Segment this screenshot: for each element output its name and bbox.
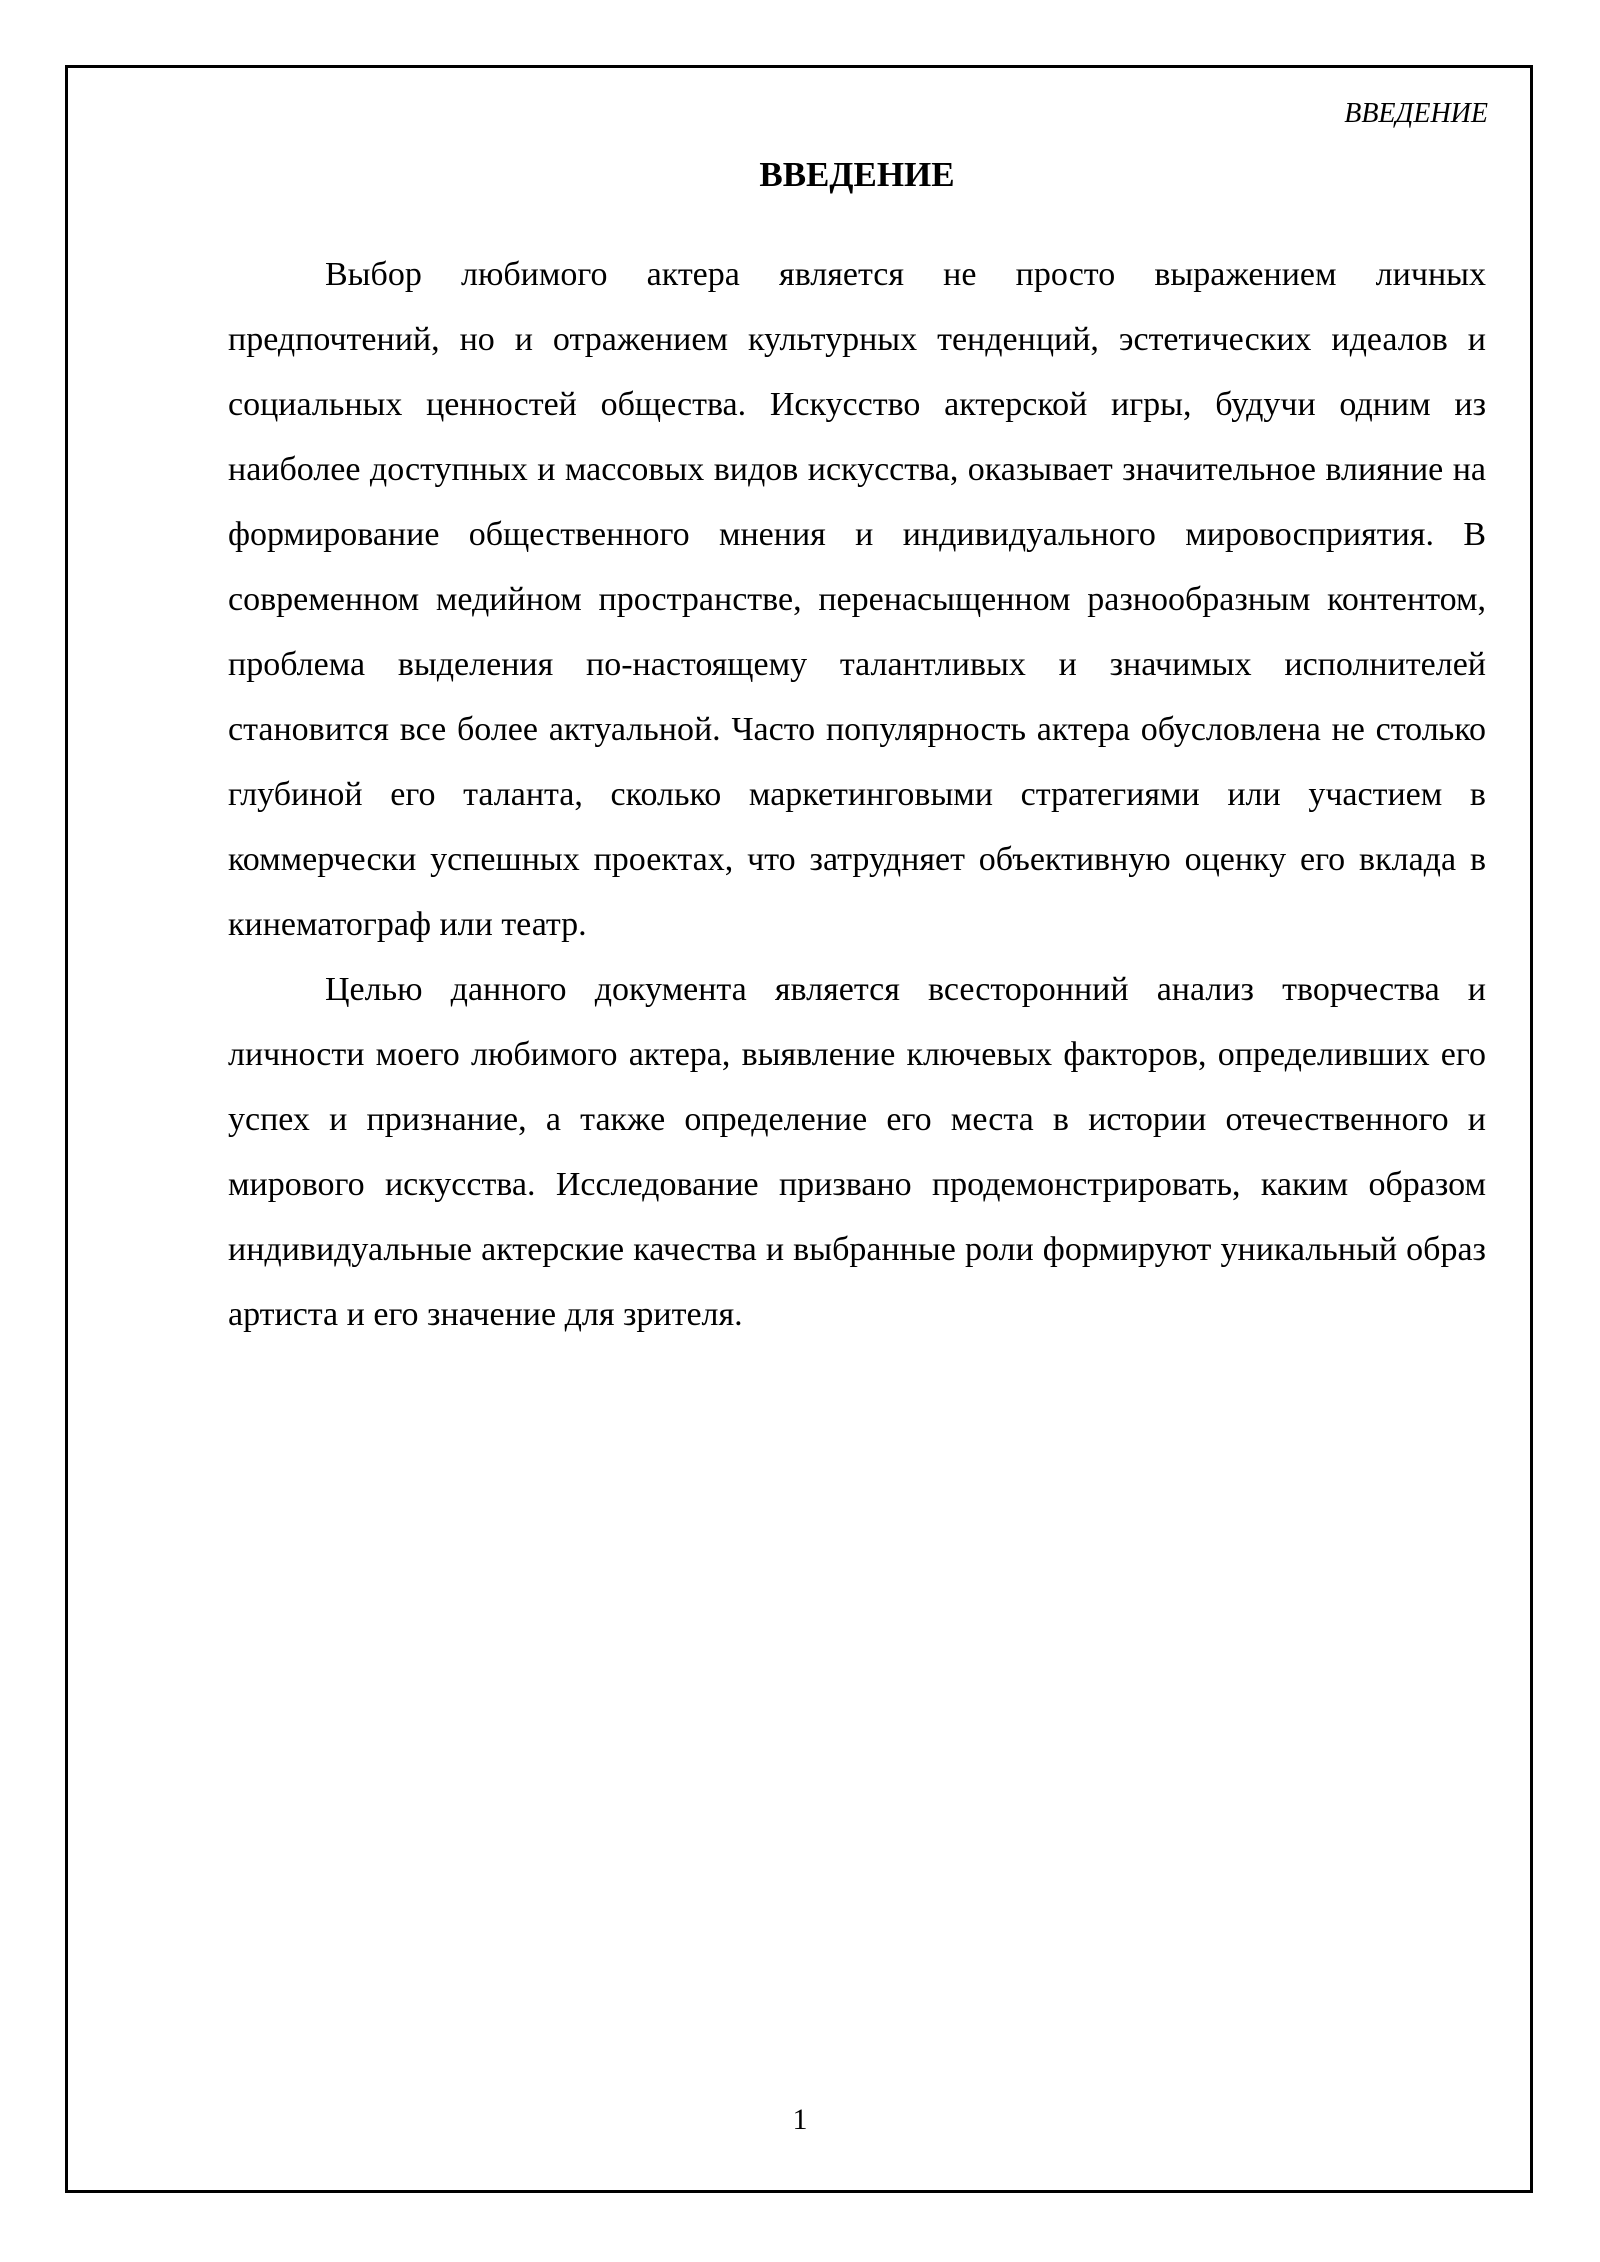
page-title: ВВЕДЕНИЕ bbox=[759, 155, 955, 194]
paragraph-2: Целью данного документа является всесторонний анализ творчества и личности моего любимого актера, выявление ключевых факторов, определивших его успех и признание, а также определение его места в истории отечественного и мирового искусства. Исследование призвано продемонстрировать, каким образом индивидуальные актерские качества и выбранные роли формируют уникальный образ артиста и его значение для зрителя. bbox=[228, 971, 1486, 1333]
paragraph-1: Выбор любимого актера является не просто выражением личных предпочтений, но и отражением культурных тенденций, эстетических идеалов и социальных ценностей общества. Искусство актерской игры, будучи одним из наиболее доступных и массовых видов искусства, оказывает значительное влияние на формирование общественного мнения и индивидуального мировосприятия. В современном медийном пространстве, перенасыщенном разнообразным контентом, проблема выделения по-настоящему талантливых и значимых исполнителей становится все более актуальной. Часто популярность актера обусловлена не столько глубиной его таланта, сколько маркетинговыми стратегиями или участием в коммерчески успешных проектах, что затрудняет объективную оценку его вклада в кинематограф или театр. bbox=[228, 256, 1486, 943]
running-header: ВВЕДЕНИЕ bbox=[1344, 98, 1488, 129]
page-number: 1 bbox=[792, 2103, 808, 2136]
body-text bbox=[228, 242, 1486, 1347]
